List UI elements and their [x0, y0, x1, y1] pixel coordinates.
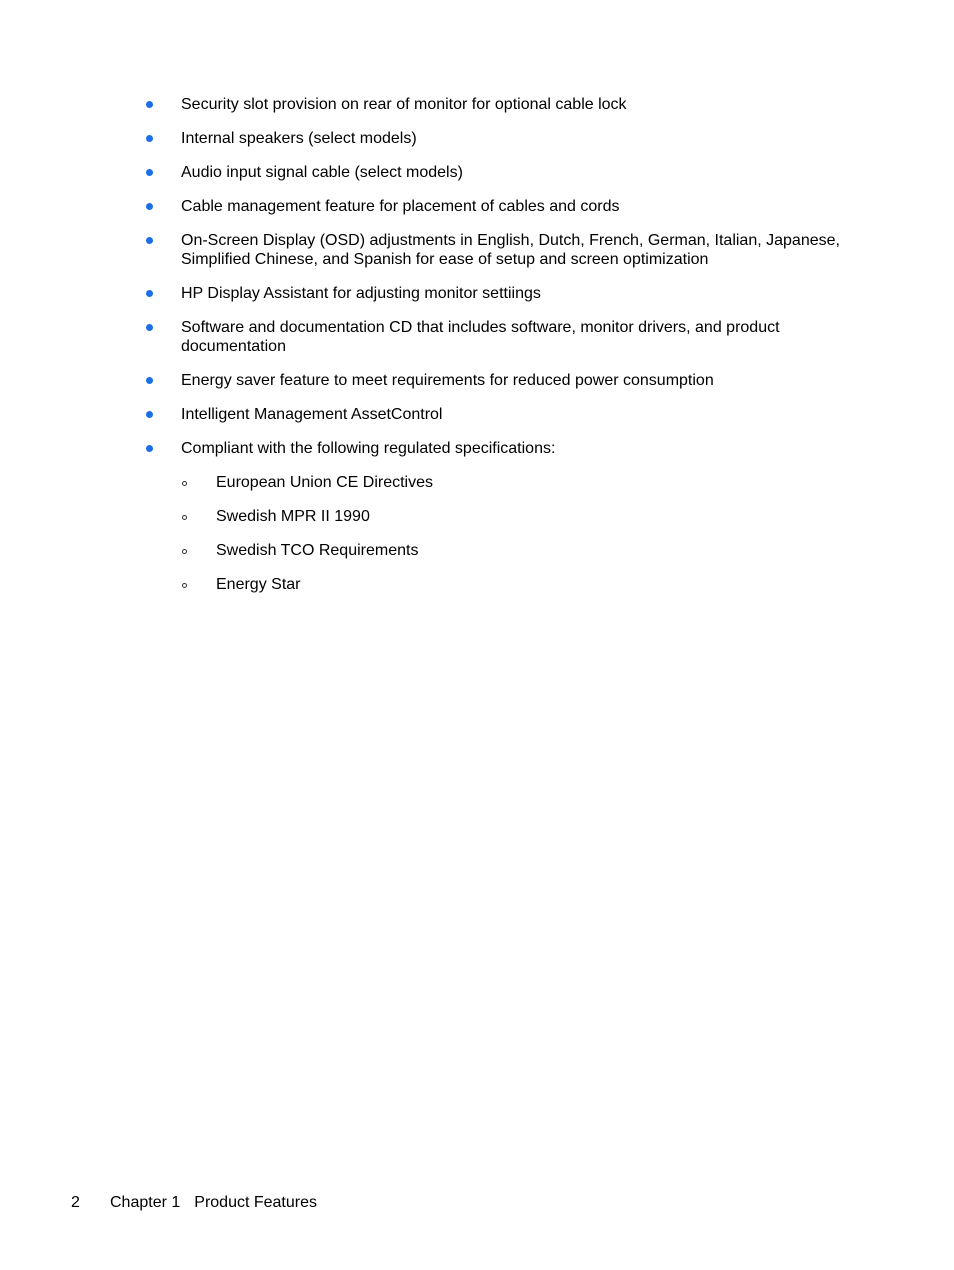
- specification-text: Swedish TCO Requirements: [216, 542, 419, 559]
- feature-text: On-Screen Display (OSD) adjustments in English, Dutch, French, German, Italian, Japanese, Simplified Chinese, and Spanish for ease of setup and screen optimization: [181, 232, 840, 268]
- specification-text: Energy Star: [216, 576, 301, 593]
- bullet-icon: [146, 169, 153, 176]
- chapter-title: Product Features: [194, 1194, 317, 1211]
- hollow-bullet-icon: [182, 515, 187, 520]
- specification-text: European Union CE Directives: [216, 474, 433, 491]
- page-number: 2: [71, 1194, 80, 1211]
- feature-text: Audio input signal cable (select models): [181, 164, 463, 181]
- sub-list-item: [181, 575, 866, 594]
- list-item: [146, 197, 866, 216]
- feature-text: Cable management feature for placement of cables and cords: [181, 198, 620, 215]
- list-item: [146, 371, 866, 390]
- list-item: [146, 405, 866, 424]
- bullet-icon: [146, 377, 153, 384]
- chapter-label: Chapter 1: [110, 1194, 181, 1211]
- list-item: [146, 439, 866, 594]
- bullet-icon: [146, 411, 153, 418]
- feature-list: [146, 95, 866, 609]
- hollow-bullet-icon: [182, 549, 187, 554]
- page-footer: [71, 1193, 317, 1212]
- specification-text: Swedish MPR II 1990: [216, 508, 370, 525]
- bullet-icon: [146, 290, 153, 297]
- bullet-icon: [146, 135, 153, 142]
- feature-text: Compliant with the following regulated specifications:: [181, 440, 556, 457]
- list-item: [146, 95, 866, 114]
- feature-text: Security slot provision on rear of monitor for optional cable lock: [181, 96, 627, 113]
- feature-text: Software and documentation CD that includes software, monitor drivers, and product documentation: [181, 319, 780, 355]
- specifications-list: [181, 473, 866, 594]
- list-item: [146, 163, 866, 182]
- bullet-icon: [146, 203, 153, 210]
- hollow-bullet-icon: [182, 583, 187, 588]
- bullet-icon: [146, 101, 153, 108]
- feature-text: Energy saver feature to meet requirements for reduced power consumption: [181, 372, 714, 389]
- feature-text: Intelligent Management AssetControl: [181, 406, 443, 423]
- sub-list-item: [181, 473, 866, 492]
- list-item: [146, 284, 866, 303]
- hollow-bullet-icon: [182, 481, 187, 486]
- list-item: [146, 318, 866, 356]
- list-item: [146, 129, 866, 148]
- feature-text: HP Display Assistant for adjusting monitor settiings: [181, 285, 541, 302]
- sub-list-item: [181, 507, 866, 526]
- list-item: [146, 231, 866, 269]
- sub-list-item: [181, 541, 866, 560]
- feature-text: Internal speakers (select models): [181, 130, 417, 147]
- bullet-icon: [146, 324, 153, 331]
- bullet-icon: [146, 445, 153, 452]
- bullet-icon: [146, 237, 153, 244]
